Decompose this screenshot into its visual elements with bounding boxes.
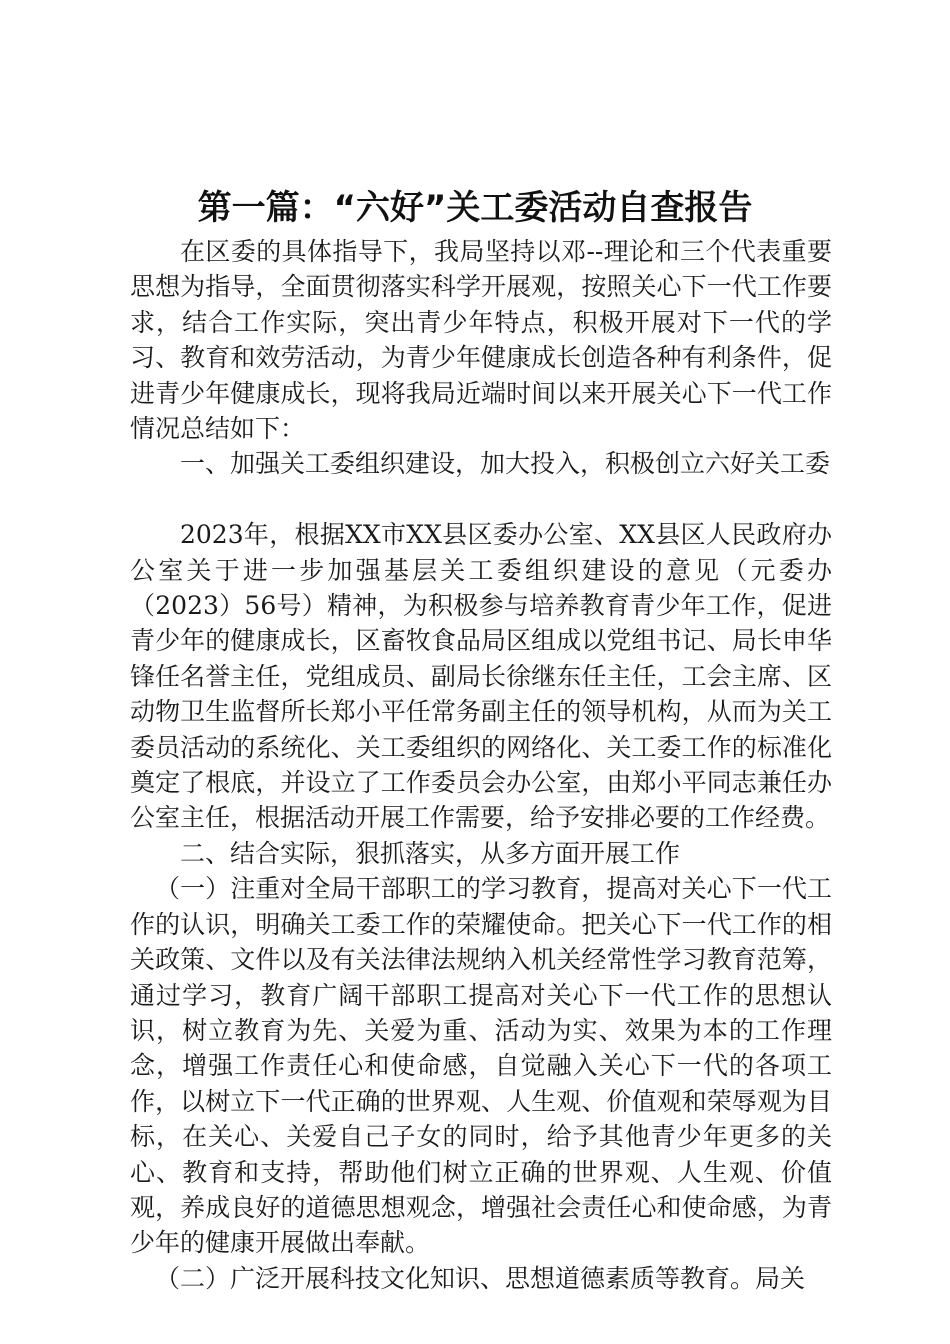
document-title: 第一篇：“六好”关工委活动自查报告 bbox=[197, 188, 753, 228]
paragraph-subsection-2: （二）广泛开展科技文化知识、思想道德素质等教育。局关 bbox=[155, 1263, 806, 1293]
paragraph-section-1: 2023年，根据XX市XX县区委办公室、XX县区人民政府办公室关于进一步加强基层关工委组织建设的意见（元委办（2023）56号）精神，为积极参与培养教育青少年工作，促进青少年的健康成长，区畜牧食品局区组成以党组书记、局长申华锋任名誉主任，党组成员、副局长徐继东任主任，工会主席、区动物卫生监督所长郑小平任常务副主任的领导机构，从而为关工委员活动的系统化、关工委组织的网络化、关工委工作的标准化奠定了根底，并设立了工作委员会办公室，由郑小平同志兼任办公室主任，根据活动开展工作需要，给予安排必要的工作经费。 bbox=[130, 520, 832, 833]
paragraph-subsection-1: （一）注重对全局干部职工的学习教育，提高对关心下一代工作的认识，明确关工委工作的荣耀使命。把关心下一代工作的相关政策、文件以及有关法律法规纳入机关经常性学习教育范筹，通过学习，教育广阔干部职工提高对关心下一代工作的思想认识，树立教育为先、关爱为重、活动为实、效果为本的工作理念，增强工作责任心和使命感，自觉融入关心下一代的各项工作，以树立下一代正确的世界观、人生观、价值观和荣辱观为目标，在关心、关爱自己子女的同时，给予其他青少年更多的关心、教育和支持，帮助他们树立正确的世界观、人生观、价值观，养成良好的道德思想观念，增强社会责任心和使命感，为青少年的健康开展做出奉献。 bbox=[130, 874, 832, 1258]
document-body bbox=[130, 234, 832, 1296]
paragraph-intro: 在区委的具体指导下，我局坚持以邓--理论和三个代表重要思想为指导，全面贯彻落实科学开展观，按照关心下一代工作要求，结合工作实际，突出青少年特点，积极开展对下一代的学习、教育和效劳活动，为青少年健康成长创造各种有利条件，促进青少年健康成长，现将我局近端时间以来开展关心下一代工作情况总结如下： bbox=[130, 237, 832, 444]
section-heading-1: 一、加强关工委组织建设，加大投入，积极创立六好关工委 bbox=[180, 449, 831, 479]
section-heading-2: 二、结合实际，狠抓落实，从多方面开展工作 bbox=[180, 838, 681, 868]
blank-line bbox=[130, 482, 832, 517]
